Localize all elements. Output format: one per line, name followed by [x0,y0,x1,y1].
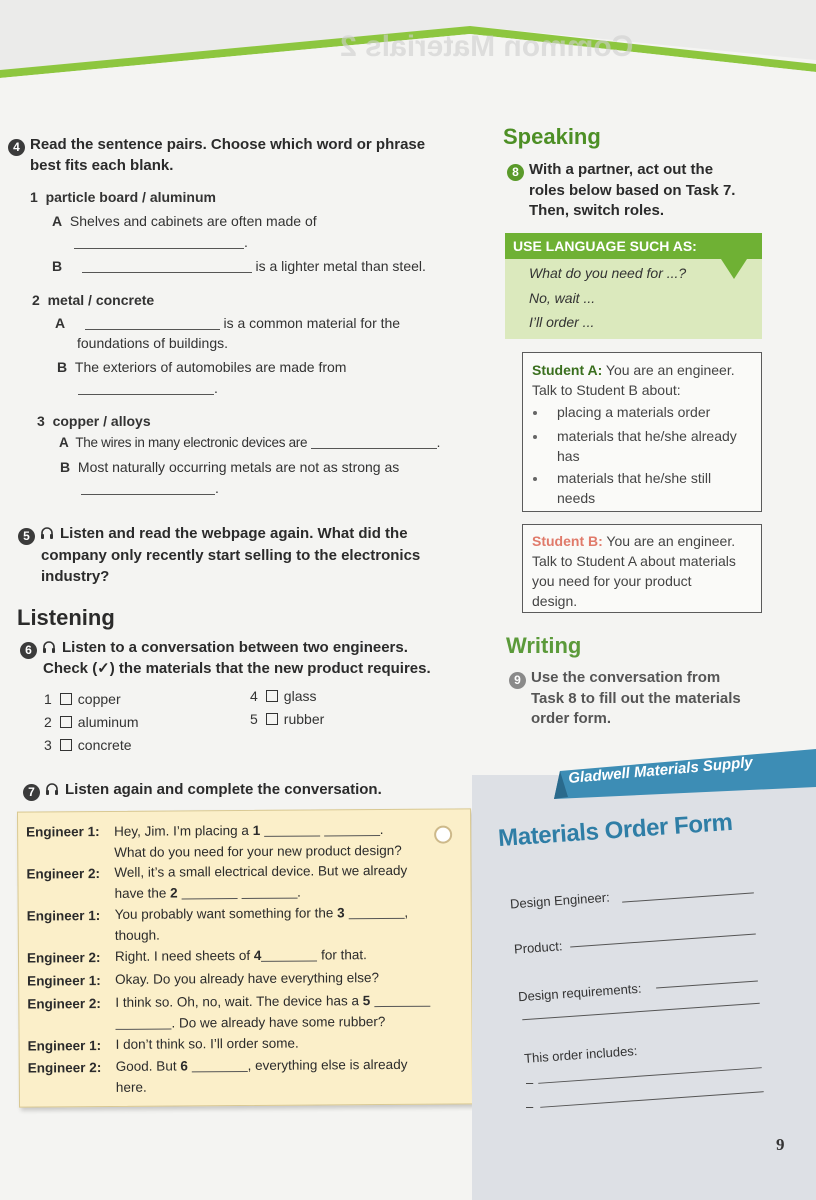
task4-item-2-head: 2 metal / concrete [32,292,155,308]
task5-instruction: 5 Listen and read the webpage again. What did the company only recently start selling to the electronics industry? [18,523,478,587]
task4-item-1a: A Shelves and cabinets are often made of [52,213,317,229]
conversation-line-1[interactable]: Hey, Jim. I’m placing a 1 . What do you need for your new product design? [114,822,402,860]
conversation-line-4[interactable]: Right. I need sheets of 4 for that. [114,947,367,964]
language-box [505,233,762,339]
conversation-line-7: I don’t think so. I’ll order some. [115,1035,299,1052]
conversation-line-6[interactable]: I think so. Oh, no, wait. The device has a 5 . Do we already have some rubber? [115,990,455,1034]
student-a-bullet-3: materials that he/she still needs [557,470,712,506]
form-product-line[interactable] [570,934,756,948]
speaker-label: Engineer 1: [26,908,101,924]
form-dash-1: – [526,1075,534,1090]
conversation-line-8[interactable]: Good. But 6 , everything else is already here. [115,1056,408,1095]
form-includes-line-1[interactable] [538,1067,762,1084]
task9-instruction: 9 Use the conversation from Task 8 to fill out the materials order form. [509,668,769,729]
task4-item-3b-blank[interactable]: . [81,478,219,498]
task4-item-1-head: 1 particle board / aluminum [30,189,216,205]
student-a-bullet-2: materials that he/she already has [557,428,737,464]
speech-pointer-icon [721,259,747,279]
checkbox[interactable] [266,713,278,725]
task6-option-2[interactable]: 2 aluminum [44,714,139,730]
page-number: 9 [776,1135,785,1154]
speaker-label: Engineer 2: [26,950,101,966]
task4-item-1b[interactable]: B is a lighter metal than steel. [52,258,426,274]
task6-option-5[interactable]: 5 rubber [250,711,325,727]
task4-item-3b: B Most naturally occurring metals are not as strong as [60,459,400,475]
task8-number: 8 [507,164,524,181]
checkbox[interactable] [60,716,72,728]
task4-item-2b-blank[interactable]: . [78,378,218,398]
language-phrase: I’ll order ... [529,314,595,330]
task9-number: 9 [509,672,526,689]
speaker-label: Engineer 2: [26,866,100,882]
speaker-label: Engineer 2: [27,1060,102,1076]
speaking-title: Speaking [503,124,601,149]
order-form [472,753,816,1200]
task4-item-1a-blank[interactable]: . [74,232,248,252]
task6-number: 6 [20,642,37,659]
header-faded-title: Common Materials 2 [340,30,634,63]
task6-option-3[interactable]: 3 concrete [44,737,132,753]
headphones-icon [42,640,56,654]
task4-item-3a[interactable]: A The wires in many electronic devices are . [59,435,441,450]
form-company: Gladwell Materials Supply [567,753,754,788]
speaker-label: Engineer 1: [26,824,100,840]
form-includes-label: This order includes: [523,1043,638,1066]
task4-item-3-head: 3 copper / alloys [37,413,151,429]
form-dash-2: – [526,1099,534,1114]
task8-instruction: 8 With a partner, act out the roles below based on Task 7. Then, switch roles. [507,160,767,221]
speaker-label: Engineer 2: [27,996,101,1012]
student-b-card [522,524,762,613]
checkbox[interactable] [266,690,278,702]
form-engineer-label: Design Engineer: [509,889,611,912]
task6-instruction: 6 Listen to a conversation between two engineers. Check (✓) the materials that the new product requires. [20,638,480,678]
form-product-label: Product: [513,938,563,957]
writing-title: Writing [506,633,582,658]
student-a-card [522,352,762,512]
language-box-heading: USE LANGUAGE SUCH AS: [505,233,762,259]
task6-option-4[interactable]: 4 glass [250,688,317,704]
task5-number: 5 [18,528,35,545]
form-title: Materials Order Form [497,808,734,853]
task4-item-2a[interactable]: A is a common material for the [55,315,401,331]
task4-number: 4 [8,139,25,156]
task7-instruction: 7 Listen again and complete the conversation. [23,780,382,801]
listening-title: Listening [17,605,115,630]
form-requirements-line-2[interactable] [522,1003,759,1021]
task4-instruction: 4 Read the sentence pairs. Choose which word or phrase best fits each blank. [8,135,478,176]
checkbox[interactable] [60,739,72,751]
conversation-line-2[interactable]: Well, it’s a small electrical device. But we already have the 2 . [114,862,408,901]
form-engineer-line[interactable] [622,892,754,902]
form-requirements-line-1[interactable] [656,980,758,988]
form-includes-line-2[interactable] [540,1091,764,1108]
student-a-bullet-1: placing a materials order [557,404,711,420]
task7-number: 7 [23,784,40,801]
speaker-label: Engineer 1: [27,973,101,989]
language-phrase: No, wait ... [529,290,596,306]
conversation-card [17,808,473,1107]
checkbox[interactable] [60,693,72,705]
conversation-line-3[interactable]: You probably want something for the 3 , though. [114,904,409,943]
headphones-icon [40,526,54,540]
form-requirements-label: Design requirements: [517,980,642,1005]
speaker-label: Engineer 1: [27,1038,102,1054]
task4-item-2a-cont: foundations of buildings. [77,335,228,351]
task6-option-1[interactable]: 1 copper [44,691,121,707]
task4-item-2b: B The exteriors of automobiles are made from [57,359,347,375]
headphones-icon [45,782,59,796]
conversation-line-5: Okay. Do you already have everything else? [115,970,380,987]
student-b-text: Student B: You are an engineer. Talk to Student A about materials you need for your product design. [532,533,736,609]
student-a-text: Student A: You are an engineer. Talk to Student B about: [532,362,735,398]
language-phrase: What do you need for ...? [529,265,687,281]
